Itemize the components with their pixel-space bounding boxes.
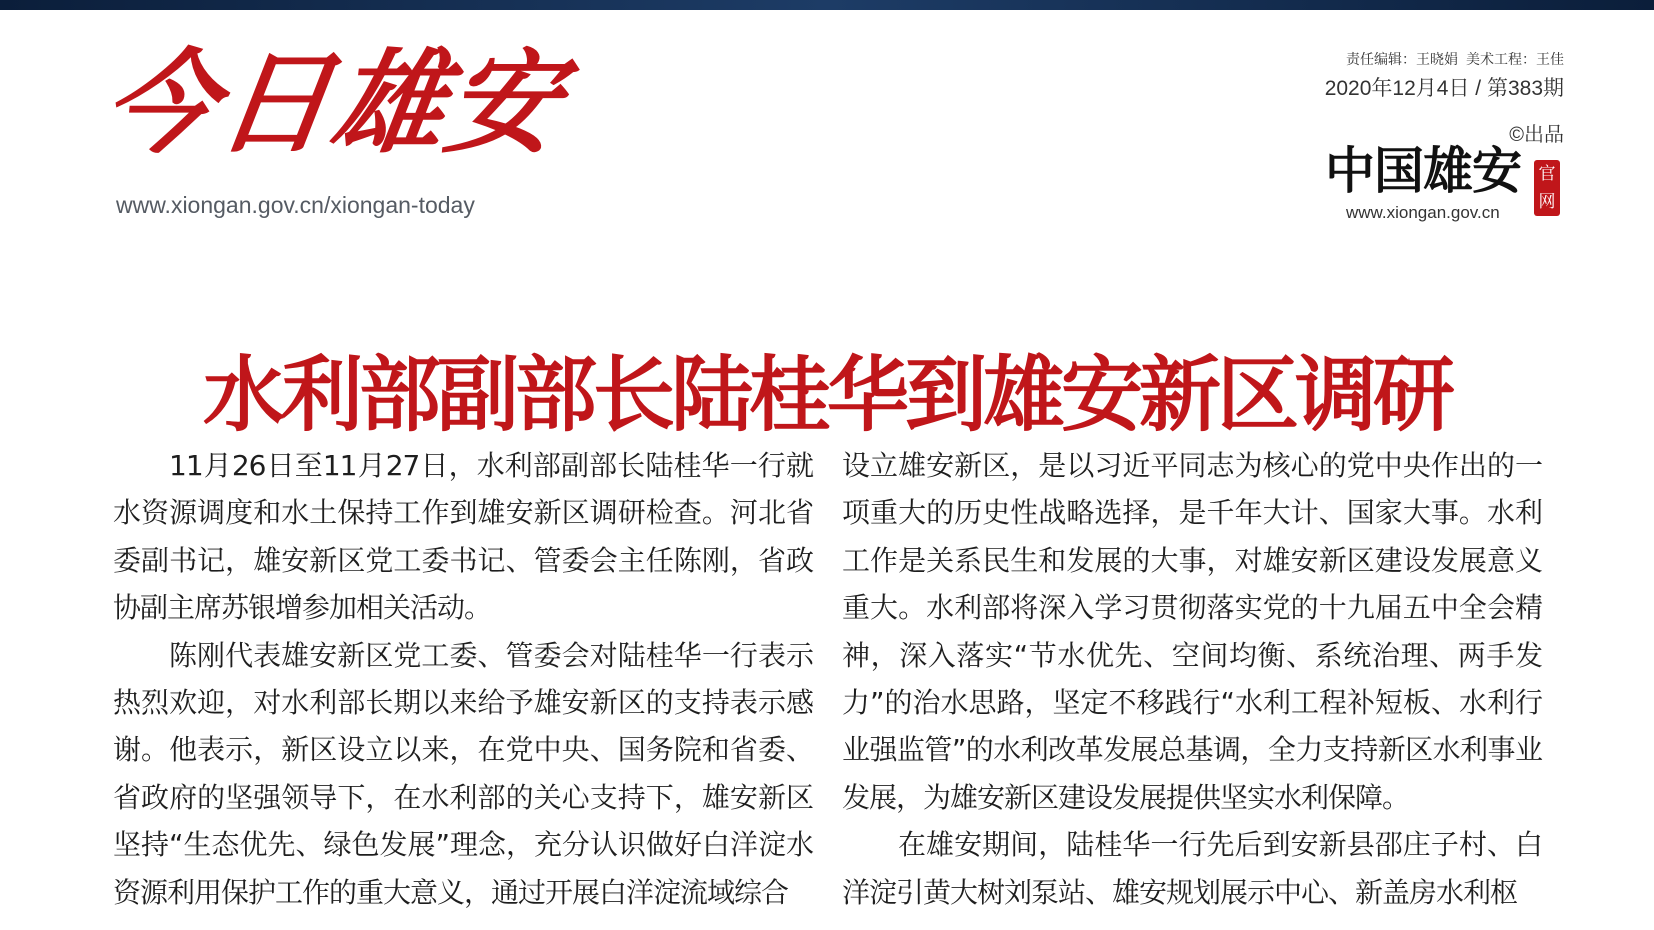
brand-logo: 今日雄安 [95,38,571,169]
article-paragraph: 11月26日至11月27日，水利部副部长陆桂华一行就水资源调度和水土保持工作到雄安新区调研检查。河北省委副书记，雄安新区党工委书记、管委会主任陈刚，省政协副主席苏银增参加相关活动。 [113,449,813,625]
editor-credit: 责任编辑：王晓娟 [1346,51,1458,67]
article-paragraph: 设立雄安新区，是以习近平同志为核心的党中央作出的一项重大的历史性战略选择，是千年大计、国家大事。水利工作是关系民生和发展的大事，对雄安新区建设发展意义重大。水利部将深入学习贯彻落实党的十九届五中全会精神，深入落实“节水优先、空间均衡、系统治理、两手发力”的治水思路，坚定不移践行“水利工程补短板、水利行业强监管”的水利改革发展总基调，全力支持新区水利事业发展，为雄安新区建设发展提供坚实水利保障。 [842,449,1542,814]
designer-credit: 美术工程：王佳 [1466,51,1564,67]
partner-logo: 中国雄安 [1325,141,1521,200]
partner-url[interactable]: www.xiongan.gov.cn [1346,203,1500,222]
issue-date: 2020年12月4日 / 第383期 [1324,77,1564,100]
article-column-right [842,442,1542,916]
article-headline: 水利部副部长陆桂华到雄安新区调研 [202,346,1451,443]
top-color-bar [0,0,1654,10]
producer-note: ©出品 [1509,124,1564,146]
partner-seal-icon: 官网 [1534,160,1560,216]
article-paragraph: 在雄安期间，陆桂华一行先后到安新县邵庄子村、白洋淀引黄大树刘泵站、雄安规划展示中心、新盖房水利枢 [842,828,1542,909]
article-paragraph: 陈刚代表雄安新区党工委、管委会对陆桂华一行表示热烈欢迎，对水利部长期以来给予雄安新区的支持表示感谢。他表示，新区设立以来，在党中央、国务院和省委、省政府的坚强领导下，在水利部的关心支持下，雄安新区坚持“生态优先、绿色发展”理念，充分认识做好白洋淀水资源利用保护工作的重大意义，通过开展白洋淀流域综合 [113,638,813,909]
credits [1346,49,1564,69]
article-column-left [113,442,813,916]
brand-url[interactable]: www.xiongan.gov.cn/xiongan-today [116,192,475,218]
